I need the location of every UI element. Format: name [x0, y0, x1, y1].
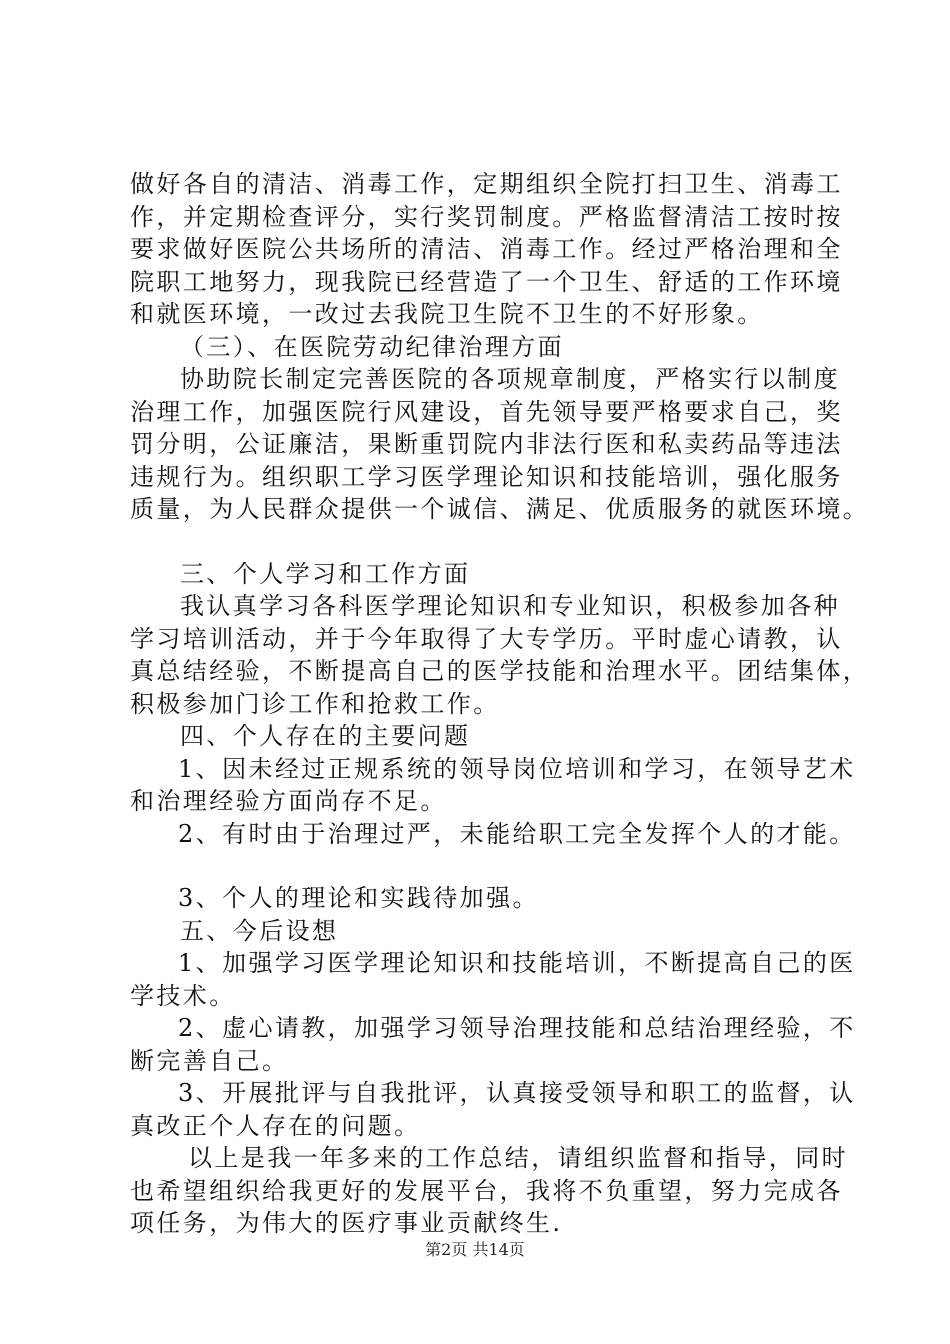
text-line: 积极参加门诊工作和抢救工作。	[130, 689, 500, 718]
text-line: 院职工地努力，现我院已经营造了一个卫生、舒适的工作环境	[130, 267, 843, 296]
text-line: 项任务，为伟大的医疗事业贡献终生.	[130, 1209, 563, 1237]
text-line: 协助院长制定完善医院的各项规章制度，严格实行以制度	[180, 365, 840, 393]
section-heading: 五、今后设想	[180, 916, 339, 945]
text-line: 治理工作，加强医院行风建设，首先领导要严格要求自己，奖	[130, 397, 843, 426]
text-line: 真总结经验，不断提高自己的医学技能和治理水平。团结集体，	[130, 657, 870, 685]
text-line: 学习培训活动，并于今年取得了大专学历。平时虚心请教，认	[130, 624, 843, 653]
text-line: 罚分明，公证廉洁，果断重罚院内非法行医和私卖药品等违法	[130, 430, 843, 458]
text-line: 我认真学习各科医学理论知识和专业知识，积极参加各种	[180, 592, 840, 620]
document-body	[130, 168, 870, 1240]
text-line: 违规行为。组织职工学习医学理论知识和技能培训，强化服务	[130, 462, 843, 491]
text-line: 要求做好医院公共场所的清洁、消毒工作。经过严格治理和全	[130, 235, 843, 263]
text-line: 做好各自的清洁、消毒工作，定期组织全院打扫卫生、消毒工	[130, 170, 843, 198]
text-line: 真改正个人存在的问题。	[130, 1111, 421, 1140]
text-line: 3、开展批评与自我批评，认真接受领导和职工的监督，认	[178, 1079, 856, 1107]
section-heading: 三、个人学习和工作方面	[180, 559, 471, 588]
text-line: 学技术。	[130, 981, 236, 1010]
section-heading: 四、个人存在的主要问题	[180, 722, 471, 750]
text-line: 1、加强学习医学理论知识和技能培训，不断提高自己的医	[178, 949, 856, 977]
text-line: 也希望组织给我更好的发展平台，我将不负重望，努力完成各	[130, 1176, 843, 1205]
text-line: 和治理经验方面尚存不足。	[130, 787, 447, 815]
text-line: 和就医环境，一改过去我院卫生院不卫生的不好形象。	[130, 300, 764, 328]
text-line: 以上是我一年多来的工作总结，请组织监督和指导，同时	[188, 1144, 848, 1172]
text-line: 断完善自己。	[130, 1046, 289, 1075]
text-line: 作，并定期检查评分，实行奖罚制度。严格监督清洁工按时按	[130, 202, 843, 231]
page-number-footer: 第2页 共14页	[425, 1240, 525, 1259]
text-line: 3、个人的理论和实践待加强。	[178, 884, 539, 912]
text-line: 2、虚心请教，加强学习领导治理技能和总结治理经验，不	[178, 1014, 856, 1042]
text-line: 质量，为人民群众提供一个诚信、满足、优质服务的就医环境。	[130, 495, 870, 523]
paragraph-gap	[130, 526, 835, 558]
paragraph-gap	[130, 850, 835, 882]
text-line: 2、有时由于治理过严，未能给职工完全发挥个人的才能。	[178, 819, 856, 848]
section-heading: （三）、在医院劳动纪律治理方面	[180, 332, 564, 361]
text-line: 1、因未经过正规系统的领导岗位培训和学习，在领导艺术	[178, 754, 856, 783]
